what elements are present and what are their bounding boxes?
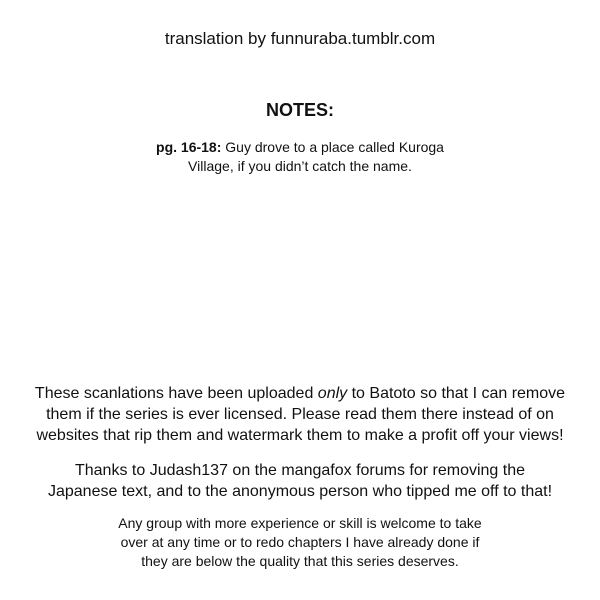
page-note — [0, 138, 600, 176]
group-invitation-line-2: over at any time or to redo chapters I have already done if — [120, 534, 480, 550]
translation-credit: translation by funnuraba.tumblr.com — [164, 29, 436, 48]
page-note-text-1: Guy drove to a place called Kuroga — [221, 139, 444, 155]
notes-heading: NOTES: — [265, 100, 334, 120]
page-note-line-1 — [0, 138, 600, 157]
group-invitation-line-1: Any group with more experience or skill is welcome to take — [118, 515, 482, 531]
upload-notice — [0, 383, 600, 446]
upload-notice-text-after: to Batoto so that I can remove — [347, 385, 566, 402]
group-invitation — [0, 514, 600, 571]
upload-notice-line-3: websites that rip them and watermark them to make a profit off your views! — [36, 427, 564, 444]
thanks-line-2: Japanese text, and to the anonymous person who tipped me off to that! — [47, 483, 553, 500]
page-note-line-2: Village, if you didn’t catch the name. — [188, 158, 412, 174]
upload-notice-text-before: These scanlations have been uploaded — [34, 385, 318, 402]
upload-notice-emphasis: only — [317, 385, 348, 402]
upload-notice-line-1 — [0, 383, 600, 404]
thanks-notice — [0, 460, 600, 502]
page-range-label: pg. 16-18: — [156, 139, 222, 155]
upload-notice-line-2: them if the series is ever licensed. Please read them there instead of on — [46, 406, 554, 423]
thanks-line-1: Thanks to Judash137 on the mangafox forums for removing the — [74, 462, 526, 479]
group-invitation-line-3: they are below the quality that this series deserves. — [141, 553, 459, 569]
